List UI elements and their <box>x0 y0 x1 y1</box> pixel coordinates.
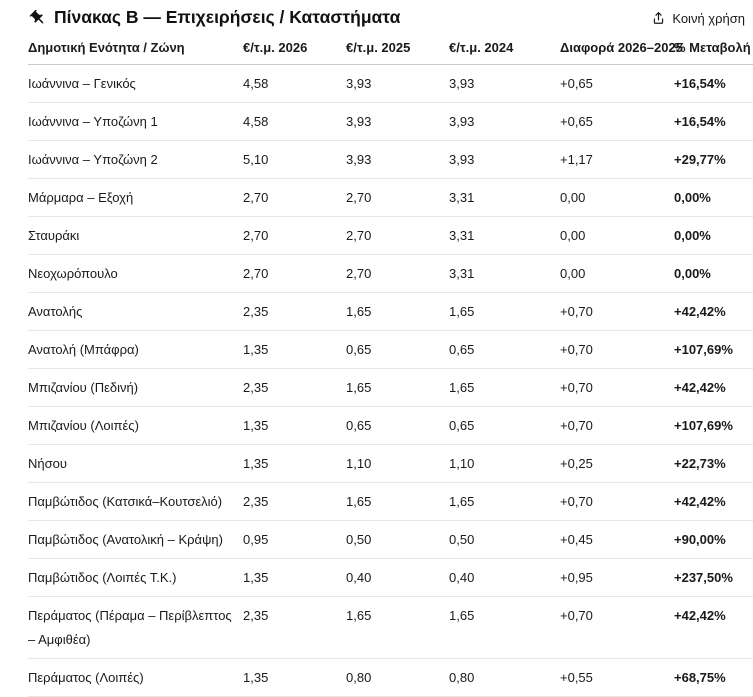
pushpin-icon <box>28 8 47 27</box>
table-row <box>28 255 753 293</box>
pct-change-cell: +42,42% <box>674 483 753 521</box>
price-2025-cell: 1,65 <box>346 597 449 659</box>
price-2026-cell: 1,35 <box>243 559 346 597</box>
price-2026-cell: 2,70 <box>243 179 346 217</box>
pct-change-cell: +237,50% <box>674 559 753 597</box>
diff-cell: +0,70 <box>560 407 674 445</box>
price-2024-cell: 3,31 <box>449 217 560 255</box>
table-row <box>28 407 753 445</box>
price-2024-cell: 0,65 <box>449 407 560 445</box>
price-2025-cell: 3,93 <box>346 141 449 179</box>
price-2025-cell: 2,70 <box>346 255 449 293</box>
zone-cell: Μπιζανίου (Λοιπές) <box>28 407 243 445</box>
price-2024-cell: 1,65 <box>449 293 560 331</box>
pct-change-cell: +68,75% <box>674 659 753 697</box>
column-header-zone: Δημοτική Ενότητα / Ζώνη <box>28 34 243 65</box>
price-2026-cell: 1,35 <box>243 407 346 445</box>
price-2024-cell: 3,93 <box>449 65 560 103</box>
table-row <box>28 559 753 597</box>
price-2026-cell: 4,58 <box>243 103 346 141</box>
price-2026-cell: 1,35 <box>243 445 346 483</box>
price-2025-cell: 0,65 <box>346 407 449 445</box>
zone-cell: Ανατολής <box>28 293 243 331</box>
table-row <box>28 483 753 521</box>
table-row <box>28 521 753 559</box>
price-2024-cell: 0,40 <box>449 559 560 597</box>
pct-change-cell: 0,00% <box>674 217 753 255</box>
price-2026-cell: 2,35 <box>243 293 346 331</box>
diff-cell: +0,70 <box>560 293 674 331</box>
title-bar <box>28 0 753 28</box>
price-2024-cell: 3,93 <box>449 103 560 141</box>
zone-cell: Παμβώτιδος (Ανατολική – Κράψη) <box>28 521 243 559</box>
diff-cell: 0,00 <box>560 255 674 293</box>
price-2026-cell: 4,58 <box>243 65 346 103</box>
pct-change-cell: +16,54% <box>674 103 753 141</box>
price-2025-cell: 0,40 <box>346 559 449 597</box>
share-button[interactable] <box>651 10 745 26</box>
diff-cell: +0,70 <box>560 483 674 521</box>
table-row <box>28 141 753 179</box>
diff-cell: +0,45 <box>560 521 674 559</box>
price-2026-cell: 1,35 <box>243 659 346 697</box>
share-label: Κοινή χρήση <box>672 10 745 26</box>
column-header-diff: Διαφορά 2026–2025 <box>560 34 674 65</box>
pct-change-cell: +42,42% <box>674 597 753 659</box>
price-2024-cell: 1,65 <box>449 597 560 659</box>
price-2024-cell: 1,65 <box>449 483 560 521</box>
diff-cell: +0,70 <box>560 597 674 659</box>
pct-change-cell: +16,54% <box>674 65 753 103</box>
column-header-2024: €/τ.μ. 2024 <box>449 34 560 65</box>
page-title: Πίνακας Β — Επιχειρήσεις / Καταστήματα <box>54 7 401 27</box>
zone-cell: Ιωάννινα – Υποζώνη 2 <box>28 141 243 179</box>
price-2026-cell: 2,35 <box>243 483 346 521</box>
price-2025-cell: 0,50 <box>346 521 449 559</box>
diff-cell: +0,25 <box>560 445 674 483</box>
price-2025-cell: 0,80 <box>346 659 449 697</box>
pct-change-cell: 0,00% <box>674 255 753 293</box>
table-row <box>28 179 753 217</box>
zone-cell: Νεοχωρόπουλο <box>28 255 243 293</box>
price-2026-cell: 2,70 <box>243 217 346 255</box>
share-upload-icon <box>651 10 666 26</box>
price-2025-cell: 2,70 <box>346 179 449 217</box>
diff-cell: +0,70 <box>560 331 674 369</box>
table-body <box>28 65 753 697</box>
column-header-2026: €/τ.μ. 2026 <box>243 34 346 65</box>
zone-cell: Παμβώτιδος (Λοιπές Τ.Κ.) <box>28 559 243 597</box>
price-2026-cell: 0,95 <box>243 521 346 559</box>
price-2026-cell: 2,70 <box>243 255 346 293</box>
pct-change-cell: +29,77% <box>674 141 753 179</box>
table-row <box>28 65 753 103</box>
price-2025-cell: 3,93 <box>346 65 449 103</box>
price-2026-cell: 5,10 <box>243 141 346 179</box>
price-2025-cell: 1,65 <box>346 369 449 407</box>
price-2025-cell: 1,65 <box>346 293 449 331</box>
pct-change-cell: 0,00% <box>674 179 753 217</box>
price-2024-cell: 0,80 <box>449 659 560 697</box>
table-row <box>28 445 753 483</box>
price-2025-cell: 2,70 <box>346 217 449 255</box>
price-2024-cell: 3,93 <box>449 141 560 179</box>
zone-cell: Παμβώτιδος (Κατσικά–Κουτσελιό) <box>28 483 243 521</box>
pct-change-cell: +107,69% <box>674 407 753 445</box>
table-row <box>28 369 753 407</box>
pct-change-cell: +22,73% <box>674 445 753 483</box>
price-2025-cell: 0,65 <box>346 331 449 369</box>
price-2025-cell: 1,10 <box>346 445 449 483</box>
diff-cell: +0,65 <box>560 65 674 103</box>
table-row <box>28 659 753 697</box>
price-2026-cell: 2,35 <box>243 597 346 659</box>
price-2024-cell: 0,50 <box>449 521 560 559</box>
price-2026-cell: 2,35 <box>243 369 346 407</box>
pct-change-cell: +107,69% <box>674 331 753 369</box>
price-2025-cell: 1,65 <box>346 483 449 521</box>
pct-change-cell: +42,42% <box>674 293 753 331</box>
zone-cell: Μάρμαρα – Εξοχή <box>28 179 243 217</box>
price-2026-cell: 1,35 <box>243 331 346 369</box>
zones-table <box>28 34 753 697</box>
zone-cell: Περάματος (Λοιπές) <box>28 659 243 697</box>
price-2024-cell: 1,10 <box>449 445 560 483</box>
diff-cell: +0,95 <box>560 559 674 597</box>
zone-cell: Ιωάννινα – Γενικός <box>28 65 243 103</box>
table-row <box>28 597 753 659</box>
diff-cell: +0,65 <box>560 103 674 141</box>
price-2024-cell: 1,65 <box>449 369 560 407</box>
table-header-row <box>28 34 753 65</box>
column-header-pct-change: % Μεταβολή <box>674 34 753 65</box>
diff-cell: +0,70 <box>560 369 674 407</box>
table-row <box>28 293 753 331</box>
zone-cell: Νήσου <box>28 445 243 483</box>
price-2024-cell: 3,31 <box>449 255 560 293</box>
pct-change-cell: +90,00% <box>674 521 753 559</box>
table-row <box>28 217 753 255</box>
zone-cell: Μπιζανίου (Πεδινή) <box>28 369 243 407</box>
price-2024-cell: 3,31 <box>449 179 560 217</box>
zone-cell: Ιωάννινα – Υποζώνη 1 <box>28 103 243 141</box>
zone-cell: Ανατολή (Μπάφρα) <box>28 331 243 369</box>
zone-cell: Περάματος (Πέραμα – Περίβλεπτος – Αμφιθέα) <box>28 597 243 659</box>
zone-cell: Σταυράκι <box>28 217 243 255</box>
title-group <box>28 7 400 28</box>
price-2024-cell: 0,65 <box>449 331 560 369</box>
diff-cell: +1,17 <box>560 141 674 179</box>
table-row <box>28 103 753 141</box>
table-row <box>28 331 753 369</box>
diff-cell: 0,00 <box>560 179 674 217</box>
price-2025-cell: 3,93 <box>346 103 449 141</box>
diff-cell: 0,00 <box>560 217 674 255</box>
diff-cell: +0,55 <box>560 659 674 697</box>
pct-change-cell: +42,42% <box>674 369 753 407</box>
column-header-2025: €/τ.μ. 2025 <box>346 34 449 65</box>
